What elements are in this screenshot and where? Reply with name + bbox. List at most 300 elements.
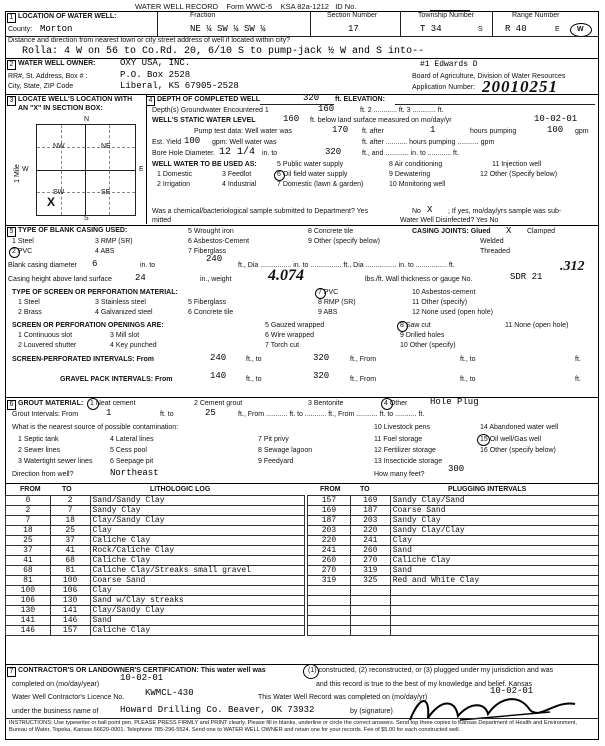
log-from: 37 [6, 546, 51, 556]
log-from: 106 [6, 596, 51, 606]
screen-5: 5 Fiberglass [188, 299, 227, 306]
gw1-value: 160 [318, 104, 335, 114]
use-5: 5 Public water supply [277, 161, 344, 168]
direction-label: Direction from well? [12, 471, 74, 478]
open-10: 10 Other (specify) [400, 342, 456, 349]
contam-8: 8 Sewage lagoon [258, 447, 313, 454]
log-from: 130 [6, 606, 51, 616]
township-value: T 34 [420, 24, 442, 34]
static-date: 10-02-01 [534, 114, 578, 124]
feet-value: 300 [448, 464, 465, 474]
log-desc: Clay/Sandy Clay [90, 516, 304, 526]
casing-2: 2 PVC [12, 248, 33, 255]
township-label: Township Number [418, 12, 475, 19]
log-from: 260 [308, 556, 351, 566]
contam-15: 15 Oil well/Gas well [480, 436, 542, 443]
log-from: 68 [6, 566, 51, 576]
log-desc: Red and White Clay [390, 576, 598, 586]
table-row [308, 596, 599, 606]
cert-line3: Water Well Contractor's Licence No. [12, 694, 125, 701]
use-4: 4 Industrial [222, 181, 257, 188]
gravel-to: 320 [313, 371, 330, 381]
contam-6: 6 Seepage pit [110, 458, 154, 465]
log-desc: Caliche Clay [90, 626, 304, 636]
log-desc: Coarse Sand [390, 506, 598, 516]
log-desc: Sand/Sandy Clay [90, 496, 304, 506]
board-label: Board of Agriculture, Division of Water Resources [412, 73, 566, 80]
gpm-label: gpm [575, 128, 589, 135]
log-from [308, 606, 351, 616]
chem-x: X [427, 205, 433, 215]
s3-title2: AN "X" IN SECTION BOX: [18, 105, 103, 112]
city-label: City, State, ZIP Code [8, 83, 74, 90]
log-to: 25 [50, 526, 90, 536]
township-suffix: S [478, 26, 483, 33]
log-desc: Sandy Clay [390, 516, 598, 526]
cert-line1: CONTRACTOR'S OR LANDOWNER'S CERTIFICATION: This water well was [18, 667, 266, 674]
log-to: 100 [50, 576, 90, 586]
address-label: RR#, St. Address, Box # : [8, 73, 88, 80]
log-from: 157 [308, 496, 351, 506]
table-row [6, 576, 305, 586]
diam-rest: ft., Dia ................ in. to ................ ft., Dia ................ in. to ................ ft. [238, 262, 455, 269]
log-from: 203 [308, 526, 351, 536]
height-label: Casing height above land surface [8, 276, 112, 283]
direction-value: Northeast [110, 468, 159, 478]
log-desc: Sandy Clay [90, 506, 304, 516]
contam-7: 7 Pit privy [258, 436, 289, 443]
bore-rest: ft., and ............ in. to ............ ft. [362, 150, 459, 157]
table-row [308, 496, 599, 506]
app-label: Application Number: [412, 84, 476, 91]
grout-other: Hole Plug [430, 397, 479, 407]
lithologic-log-table-2 [307, 495, 599, 636]
table-row [308, 626, 599, 636]
se-label: SE [101, 189, 111, 196]
casing-8: 8 Concrete tile [308, 228, 354, 235]
log-to: 146 [50, 616, 90, 626]
log-to [350, 626, 390, 636]
table-row [6, 556, 305, 566]
table-row [6, 496, 305, 506]
contam-14: 14 Abandoned water well [480, 424, 559, 431]
open-2: 2 Louvered shutter [18, 342, 77, 349]
by-signature: by (signature) [350, 708, 393, 715]
use-1: 1 Domestic [157, 171, 193, 178]
gw-label: Depth(s) Groundwater Encountered 1 [152, 107, 269, 114]
yield-label: Est. Yield [152, 139, 182, 146]
log-desc: Sand [90, 616, 304, 626]
log-to: 220 [350, 526, 390, 536]
county-label: County: [8, 26, 33, 33]
table-row [6, 516, 305, 526]
gravel-ft-to-2: ft., to [460, 376, 476, 383]
grout-from: 1 [106, 408, 112, 418]
log-from-header-2: FROM [320, 486, 341, 493]
contam-10: 10 Livestock pens [374, 424, 431, 431]
perf-ft-to: ft., to [246, 356, 262, 363]
table-row [6, 626, 305, 636]
table-row [308, 526, 599, 536]
joints-label: CASING JOINTS: Glued [412, 228, 491, 235]
log-from: 241 [308, 546, 351, 556]
log-from: 270 [308, 566, 351, 576]
chem-question: Was a chemical/bacteriological sample submitted to Department? Yes [152, 208, 369, 215]
log-from: 100 [6, 586, 51, 596]
table-row [6, 566, 305, 576]
s2-title: WATER WELL OWNER: [18, 60, 96, 67]
log-to: 68 [50, 556, 90, 566]
log-desc: Clay [90, 586, 304, 596]
log-from: 146 [6, 626, 51, 636]
log-from: 2 [6, 506, 51, 516]
log-desc: Caliche Clay [390, 556, 598, 566]
screen-12: 12 None used (open hole) [412, 309, 493, 316]
distance-label: Distance and direction from nearest town or city street address of well if located within city? [8, 37, 291, 44]
weight-rest: lbs./ft. Wall thickness or gauge No. [365, 276, 473, 283]
screen-9: 9 ABS [318, 309, 338, 316]
log-to: 241 [350, 536, 390, 546]
pump-label: Pump test data: Well water was [194, 128, 292, 135]
log-desc [390, 606, 598, 616]
log-desc: Coarse Sand [90, 576, 304, 586]
range-e: E [555, 26, 560, 33]
depth-label: DEPTH OF COMPLETED WELL [157, 96, 261, 103]
log-from: 187 [308, 516, 351, 526]
gravel-ft-from: ft., From [350, 376, 377, 383]
grout-to-label: ft. to [160, 411, 174, 418]
contam-15-circle [477, 434, 490, 446]
chem-rest: ; If yes, mo/day/yrs sample was sub- [448, 208, 562, 215]
bore-label: Bore Hole Diameter. [152, 150, 216, 157]
grout-4: 4 Other [384, 400, 408, 407]
s1-title: LOCATION OF WATER WELL: [18, 13, 117, 20]
log-desc [390, 586, 598, 596]
screen-7-circle [315, 288, 326, 299]
screen-11: 11 Other (specify) [412, 299, 468, 306]
distance-value: Rolla: 4 W on 56 to Co.Rd. 20, 6/10 S to pump-jack ½ W and S into-- [22, 46, 425, 57]
hours-pumping: hours pumping [470, 128, 517, 135]
log-desc: Sand [390, 566, 598, 576]
log-from [308, 616, 351, 626]
contam-label: What is the nearest source of possible contamination: [12, 424, 179, 431]
gw-rest: ft. 2 ............ ft. 3 ............ ft. [360, 107, 444, 114]
gravel-label: GRAVEL PACK INTERVALS: From [60, 376, 173, 383]
log-to: 319 [350, 566, 390, 576]
casing-3: 3 RMP (SR) [95, 238, 133, 245]
log-to-header-2: TO [360, 486, 370, 493]
log-to: 260 [350, 546, 390, 556]
open-4: 4 Key punched [110, 342, 157, 349]
completed-date: 10-02-01 [120, 673, 164, 683]
screen-6: 6 Concrete tile [188, 309, 234, 316]
log-desc: Clay [390, 536, 598, 546]
threaded-label: Threaded [480, 248, 510, 255]
north-label: N [84, 116, 90, 123]
grout-to: 25 [205, 408, 216, 418]
static-mid: ft. below land surface measured on mo/day/yr [310, 117, 452, 124]
casing-1: 1 Steel [12, 238, 34, 245]
grout-1: 1 Neat cement [90, 400, 136, 407]
grout-int-label: Grout Intervals: From [12, 411, 79, 418]
log-to-header: TO [62, 486, 72, 493]
range-value: R 40 [505, 24, 527, 34]
log-plug-header: PLUGGING INTERVALS [448, 486, 527, 493]
use-6-circle [274, 170, 285, 181]
log-to: 325 [350, 576, 390, 586]
city-value: Liberal, KS 67905-2528 [120, 81, 239, 91]
pump-after: ft. after [362, 128, 384, 135]
contam-16: 16 Other (specify below) [480, 447, 556, 454]
app-number: 20010251 [482, 77, 558, 96]
screen-8: 8 RMP (SR) [318, 299, 356, 306]
cert-line3b: This Water Well Record was completed on (mo/day/yr) [258, 694, 428, 701]
table-row [6, 536, 305, 546]
log-from: 141 [6, 616, 51, 626]
perf-ft-from: ft., From [350, 356, 377, 363]
pump-gpm: 100 [547, 125, 564, 135]
log-to: 18 [50, 516, 90, 526]
open-7: 7 Torch cut [265, 342, 300, 349]
south-label: S [84, 215, 89, 222]
constructed-circle [303, 664, 319, 679]
grout-rest: ft., From ........... ft. to ........... ft., From ........... ft. to ........... ft. [238, 411, 425, 418]
log-desc: Caliche Clay/Streaks small gravel [90, 566, 304, 576]
log-to: 130 [50, 596, 90, 606]
open-5: 5 Gauzed wrapped [265, 322, 325, 329]
grout-3: 3 Bentonite [308, 400, 344, 407]
diam-label: Blank casing diameter [8, 262, 77, 269]
open-9: 9 Drilled holes [400, 332, 445, 339]
table-row [6, 586, 305, 596]
screen-1: 1 Steel [18, 299, 40, 306]
licence-value: KWMCL-430 [145, 688, 194, 698]
weight-value: 4.074 [268, 267, 304, 284]
chem-no: No [412, 208, 421, 215]
log-to [350, 586, 390, 596]
table-row [308, 546, 599, 556]
table-row [6, 616, 305, 626]
log-to: 169 [350, 496, 390, 506]
pump-hours: 1 [430, 125, 436, 135]
log-from: 319 [308, 576, 351, 586]
static-label: WELL'S STATIC WATER LEVEL [152, 117, 256, 124]
log-desc: Caliche Clay [90, 556, 304, 566]
welded-label: Welded [480, 238, 504, 245]
range-label: Range Number [512, 12, 560, 19]
address-value: P.O. Box 2528 [120, 70, 191, 80]
disinfected-label: Water Well Disinfected? Yes No [400, 217, 499, 224]
instructions: INSTRUCTIONS: Use typewriter or ball point pen. PLEASE PRESS FIRMLY and PRINT clearly. Please fill in blanks, underline or circle the correct answers. Send top three copies to Kansas Department of Health and Environment, Bureau of Water, Topeka, Kansas 66620-0001. Telephone 785-296-5524. Send one to WATER WELL OWNER and retain one for your records. Fee of $5.00 for each constructed well. [9, 720, 577, 733]
open-1: 1 Continuous slot [18, 332, 73, 339]
height-mid: in., weight [200, 276, 232, 283]
section-value: 17 [348, 24, 359, 34]
contam-12: 12 Fertilizer storage [374, 447, 436, 454]
business-value: Howard Drilling Co. Beaver, OK 73932 [120, 705, 315, 715]
log-desc: Sand [390, 546, 598, 556]
casing-4: 4 ABS [95, 248, 115, 255]
log-desc: Rock/Caliche Clay [90, 546, 304, 556]
cert-line2: completed on (mo/day/year) [12, 681, 100, 688]
contam-5: 5 Cess pool [110, 447, 147, 454]
log-desc: Clay/Sandy Clay [90, 606, 304, 616]
table-row [308, 556, 599, 566]
use-11: 11 Injection well [492, 161, 542, 168]
s3-title: LOCATE WELL'S LOCATION WITH [18, 96, 133, 103]
s5-title: TYPE OF BLANK CASING USED: [18, 227, 128, 234]
table-row [6, 606, 305, 616]
log-to: 141 [50, 606, 90, 616]
bore-to: 320 [325, 147, 342, 157]
log-desc: Caliche Clay [90, 536, 304, 546]
log-to: 106 [50, 586, 90, 596]
contam-11: 11 Fuel storage [374, 436, 423, 443]
perf-ft: ft. [575, 356, 581, 363]
casing-9: 9 Other (specify below) [308, 238, 380, 245]
section-grid [36, 124, 136, 216]
range-w-circle [570, 23, 592, 37]
height-value: 24 [135, 273, 146, 283]
log-desc [390, 626, 598, 636]
contam-9: 9 Feedyard [258, 458, 294, 465]
table-row [6, 546, 305, 556]
table-row [6, 506, 305, 516]
log-to: 7 [50, 506, 90, 516]
contam-13: 13 Insecticide storage [374, 458, 443, 465]
log-to: 2 [50, 496, 90, 506]
open-6: 6 Wire wrapped [265, 332, 315, 339]
use-7: 7 Domestic (lawn & garden) [277, 181, 364, 188]
open-title: SCREEN OR PERFORATION OPENINGS ARE: [12, 322, 164, 329]
west-label: W [22, 166, 29, 173]
county-value: Morton [40, 24, 73, 34]
contam-3: 3 Watertight sewer lines [18, 458, 93, 465]
fraction-label: Fraction [190, 12, 216, 19]
use-10: 10 Monitoring well [389, 181, 446, 188]
gauge-value: SDR 21 [510, 272, 543, 282]
screen-3: 3 Stainless steel [95, 299, 146, 306]
log-desc: Sandy Clay/Sand [390, 496, 598, 506]
use-2: 2 Irrigation [157, 181, 191, 188]
gravel-ft: ft. [575, 376, 581, 383]
yield-value: 100 [184, 136, 201, 146]
log-to: 270 [350, 556, 390, 566]
east-label: E [139, 166, 144, 173]
use-6: 6 Oil field water supply [277, 171, 348, 178]
clamped-label: Clamped [527, 228, 556, 235]
yield-mid: gpm: Well water was [212, 139, 277, 146]
well-location-mark: X [47, 195, 56, 209]
log-to: 37 [50, 536, 90, 546]
casing-6: 6 Asbestos-Cement [188, 238, 250, 245]
owner-value: OXY USA, INC. [120, 58, 191, 68]
static-value: 160 [283, 114, 300, 124]
casing-5: 5 Wrought iron [188, 228, 234, 235]
elevation-label: ft. ELEVATION: [335, 96, 385, 103]
use-12: 12 Other (Specify below) [480, 171, 558, 178]
table-row [308, 606, 599, 616]
submitted-label: mitted [152, 217, 172, 224]
grout-4-circle [381, 398, 393, 410]
gravel-ft-to: ft., to [246, 376, 262, 383]
log-to: 187 [350, 506, 390, 516]
use-9: 9 Dewatering [389, 171, 431, 178]
cert-line4: under the business name of [12, 708, 99, 715]
perf-ft-to-2: ft., to [460, 356, 476, 363]
lithologic-log-table [5, 495, 305, 636]
table-row [6, 526, 305, 536]
log-to: 81 [50, 566, 90, 576]
s6-title: GROUT MATERIAL: [18, 400, 84, 407]
nw-label: NW [53, 143, 65, 150]
joints-x: X [506, 226, 512, 236]
gravel-from: 140 [210, 371, 227, 381]
log-desc: Sandy Clay/Clay [390, 526, 598, 536]
log-from: 18 [6, 526, 51, 536]
table-row [308, 516, 599, 526]
perf-from: 240 [210, 353, 227, 363]
log-from: 41 [6, 556, 51, 566]
log-from: 81 [6, 576, 51, 586]
log-to: 203 [350, 516, 390, 526]
open-8: 8 Saw cut [400, 322, 431, 329]
range-w: W [577, 26, 584, 33]
contam-1: 1 Septic tank [18, 436, 59, 443]
log-desc: Clay [90, 526, 304, 536]
well-name: #1 Edwards D [420, 60, 478, 69]
perf-label: SCREEN-PERFORATED INTERVALS: From [12, 356, 154, 363]
log-to: 157 [50, 626, 90, 636]
bore-in: in. to [262, 150, 278, 157]
diam-ft: 240 [206, 254, 223, 264]
cert-line2b: and this record is true to the best of my knowledge and belief. Kansas [316, 681, 532, 688]
screen-4: 4 Galvanized steel [95, 309, 153, 316]
grout-1-circle [87, 398, 99, 410]
log-from: 220 [308, 536, 351, 546]
log-litho-header: LITHOLOGIC LOG [150, 486, 211, 493]
table-row [308, 616, 599, 626]
log-from-header: FROM [20, 486, 41, 493]
ksa-number: KSA 82a-1212 [280, 2, 329, 11]
yield-rest: ft. after ........... hours pumping ........... gpm [362, 139, 495, 146]
form-title: WATER WELL RECORD [135, 2, 219, 11]
feet-label: How many feet? [374, 471, 425, 478]
sw-label: SW [53, 189, 65, 196]
log-to [350, 616, 390, 626]
screen-2: 2 Brass [18, 309, 42, 316]
screen-7: 7 PVC [318, 289, 339, 296]
fraction-value: NE ¼ SW ¼ SW ¼ [190, 24, 266, 34]
log-from: 25 [6, 536, 51, 546]
mile-label: 1 Mile [13, 164, 21, 183]
table-row [308, 536, 599, 546]
open-11: 11 None (open hole) [505, 322, 569, 329]
table-row [308, 506, 599, 516]
log-to [350, 606, 390, 616]
form-number: Form WWC-5 [226, 2, 273, 11]
log-desc [390, 616, 598, 626]
log-from [308, 596, 351, 606]
contam-4: 4 Lateral lines [110, 436, 154, 443]
log-from: 0 [6, 496, 51, 506]
perf-to: 320 [313, 353, 330, 363]
log-to: 41 [50, 546, 90, 556]
use-8: 8 Air conditioning [389, 161, 443, 168]
use-3: 3 Feedlot [222, 171, 252, 178]
log-from: 7 [6, 516, 51, 526]
grout-2: 2 Cement grout [194, 400, 243, 407]
cert-line1b: (1) constructed, (2) reconstructed, or (3) plugged under my jurisdiction and was [308, 667, 554, 674]
